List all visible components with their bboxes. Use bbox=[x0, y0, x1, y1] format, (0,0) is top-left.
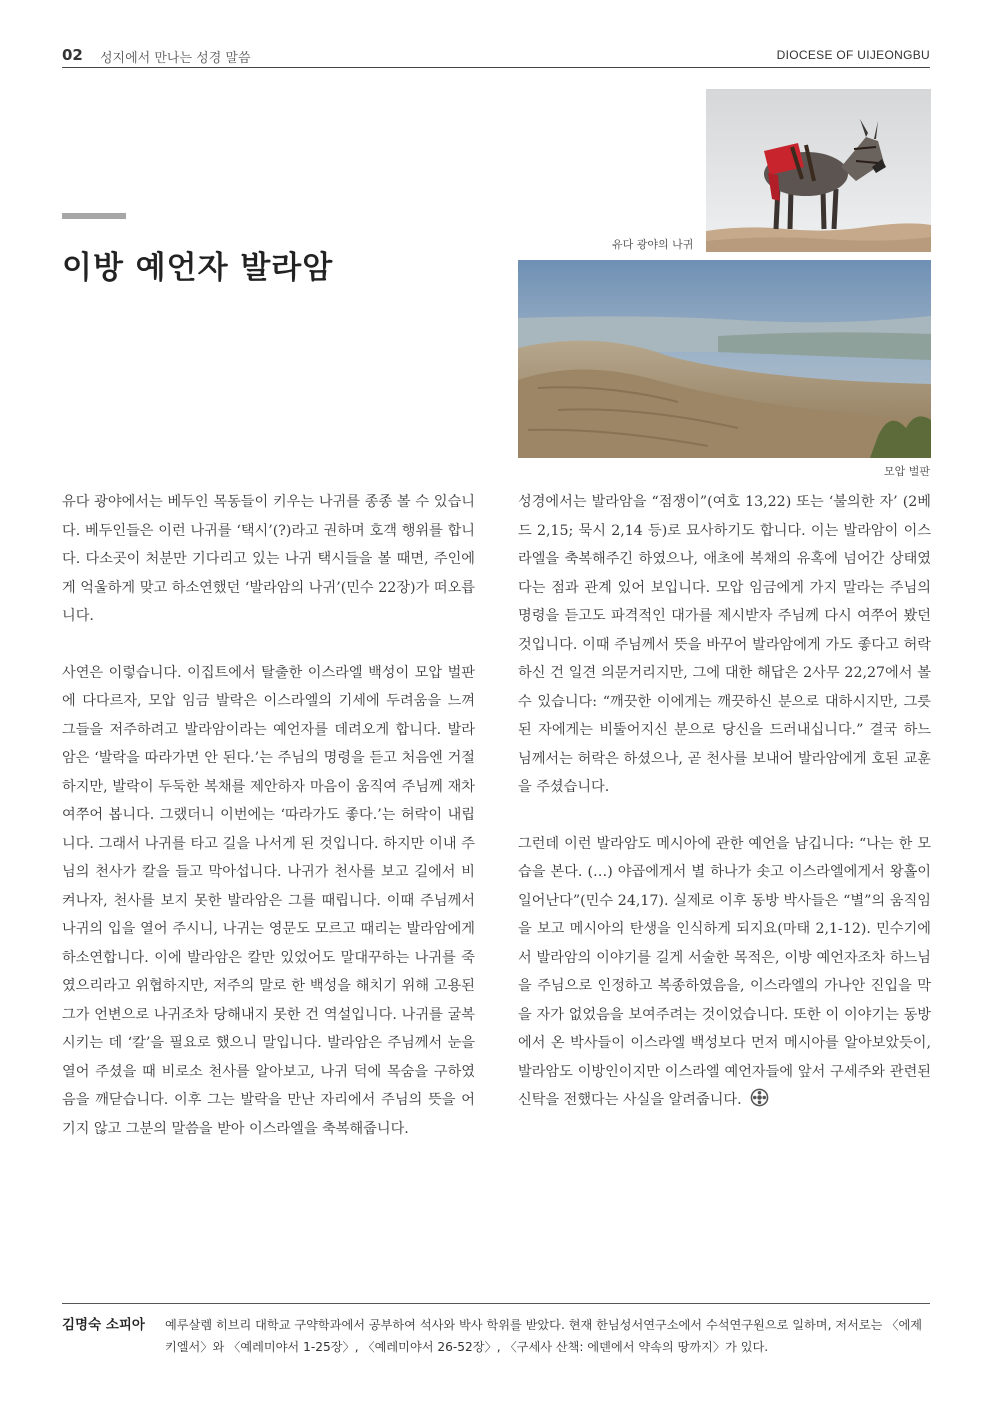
section-title: 성지에서 만나는 성경 말씀 bbox=[100, 51, 251, 66]
article-title: 이방 예언자 발라암 bbox=[62, 250, 334, 286]
page-number: 02 bbox=[62, 46, 83, 64]
donkey-photo bbox=[706, 89, 931, 252]
body-column-right bbox=[518, 488, 931, 1143]
landscape-photo-caption: 모압 벌판 bbox=[883, 465, 930, 478]
paragraph: 유다 광야에서는 베두인 목동들이 키우는 나귀를 종종 볼 수 있습니다. 베두인들은 이런 나귀를 ‘택시’(?)라고 권하며 호객 행위를 합니다. 다소곳이 처분만 기다리고 있는 나귀 택시들을 볼 때면, 주인에게 억울하게 맞고 하소연했던 ‘발라암의 나귀’(민수 22장)가 떠오릅니다. bbox=[62, 494, 475, 624]
landscape-photo bbox=[518, 260, 931, 458]
footer-divider bbox=[62, 1303, 930, 1304]
paragraph-text: 그런데 이런 발라암도 메시아에 관한 예언을 남깁니다: “나는 한 모습을 본다. (…) 야곱에게서 별 하나가 솟고 이스라엘에게서 왕홀이 일어난다”(민수 24,17). 실제로 이후 동방 박사들은 “별”의 움직임을 보고 메시아의 탄생을 인식하게 되지요(마태 2,1-12). 민수기에서 발라암의 이야기를 길게 서술한 목적은, 이방 예언자조차 하느님을 주님으로 인정하고 복종하였음을, 이스라엘의 가나안 진입을 막을 자가 없었음을 보여주려는 것이었습니다. 또한 이 이야기는 동방에서 온 박사들이 이스라엘 백성보다 먼저 메시아를 알아보았듯이, 발라암도 이방인이지만 이스라엘 예언자들에 앞서 구세주와 관련된 신탁을 전했다는 사실을 알려줍니다. bbox=[518, 835, 931, 1108]
author-bio: 예루살렘 히브리 대학교 구약학과에서 공부하여 석사와 박사 학위를 받았다. 현재 한님성서연구소에서 수석연구원으로 일하며, 저서로는 〈에제키엘서〉와 〈예레미야서 1-25장〉, 〈예레미야서 26-52장〉, 〈구세사 산책: 에덴에서 약속의 땅까지〉가 있다. bbox=[165, 1318, 923, 1354]
body-column-left bbox=[62, 488, 475, 1171]
title-accent-bar bbox=[62, 213, 126, 219]
end-mark-icon bbox=[750, 1088, 769, 1107]
page-header bbox=[62, 44, 930, 68]
diocese-name: DIOCESE OF UIJEONGBU bbox=[776, 48, 930, 62]
donkey-photo-caption: 유다 광야의 나귀 bbox=[612, 238, 694, 251]
author-name: 김명숙 소피아 bbox=[62, 1317, 145, 1333]
paragraph-last bbox=[518, 830, 931, 1115]
paragraph: 사연은 이렇습니다. 이집트에서 탈출한 이스라엘 백성이 모압 벌판에 다다르자, 모압 임금 발락은 이스라엘의 기세에 두려움을 느껴 그들을 저주하려고 발라암이라는 예언자를 데려오게 합니다. 발라암은 ‘발락을 따라가면 안 된다.’는 주님의 명령을 듣고 처음엔 거절하지만, 발락이 두둑한 복채를 제안하자 마음이 움직여 주님께 재차 여쭈어 봅니다. 그랬더니 이번에는 ‘따라가도 좋다.’는 허락이 내립니다. 그래서 나귀를 타고 길을 나서게 된 것입니다. 하지만 이내 주님의 천사가 칼을 들고 막아섭니다. 나귀가 천사를 보고 길에서 비켜나자, 천사를 보지 못한 발라암은 그를 때립니다. 이때 주님께서 나귀의 입을 열어 주시니, 나귀는 영문도 모르고 때리는 발라암에게 하소연합니다. 이에 발라암은 칼만 있었어도 말대꾸하는 나귀를 죽였으리라고 위협하지만, 저주의 말로 한 백성을 해치기 위해 고용된 그가 언변으로 나귀조차 당해내지 못한 건 역설입니다. 나귀를 굴복시키는 데 ‘칼’을 필요로 했으니 말입니다. 발라암은 주님께서 눈을 열어 주셨을 때 비로소 천사를 알아보고, 나귀 덕에 목숨을 구하였음을 깨닫습니다. 이후 그는 발락을 만난 자리에서 주님의 뜻을 어기지 않고 그분의 말씀을 받아 이스라엘을 축복해줍니다. bbox=[62, 664, 475, 1137]
paragraph: 성경에서는 발라암을 “점쟁이”(여호 13,22) 또는 ‘불의한 자’ (2베드 2,15; 묵시 2,14 등)로 묘사하기도 합니다. 이는 발라암이 이스라엘을 축복해주긴 하였으나, 애초에 복채의 유혹에 넘어간 상태였다는 점과 관계 있어 보입니다. 모압 임금에게 가지 말라는 주님의 명령을 듣고도 파격적인 대가를 제시받자 주님께 다시 여쭈어 봤던 것입니다. 이때 주님께서 뜻을 바꾸어 발라암에게 가도 좋다고 허락하신 건 일견 의문거리지만, 그에 대한 해답은 2사무 22,27에서 볼 수 있습니다: “깨끗한 이에게는 깨끗하신 분으로 대하시지만, 그릇된 자에게는 비뚤어지신 분으로 당신을 드러내십니다.” 결국 하느님께서는 허락은 하셨으나, 곧 천사를 보내어 발라암에게 호된 교훈을 주셨습니다. bbox=[518, 494, 931, 795]
